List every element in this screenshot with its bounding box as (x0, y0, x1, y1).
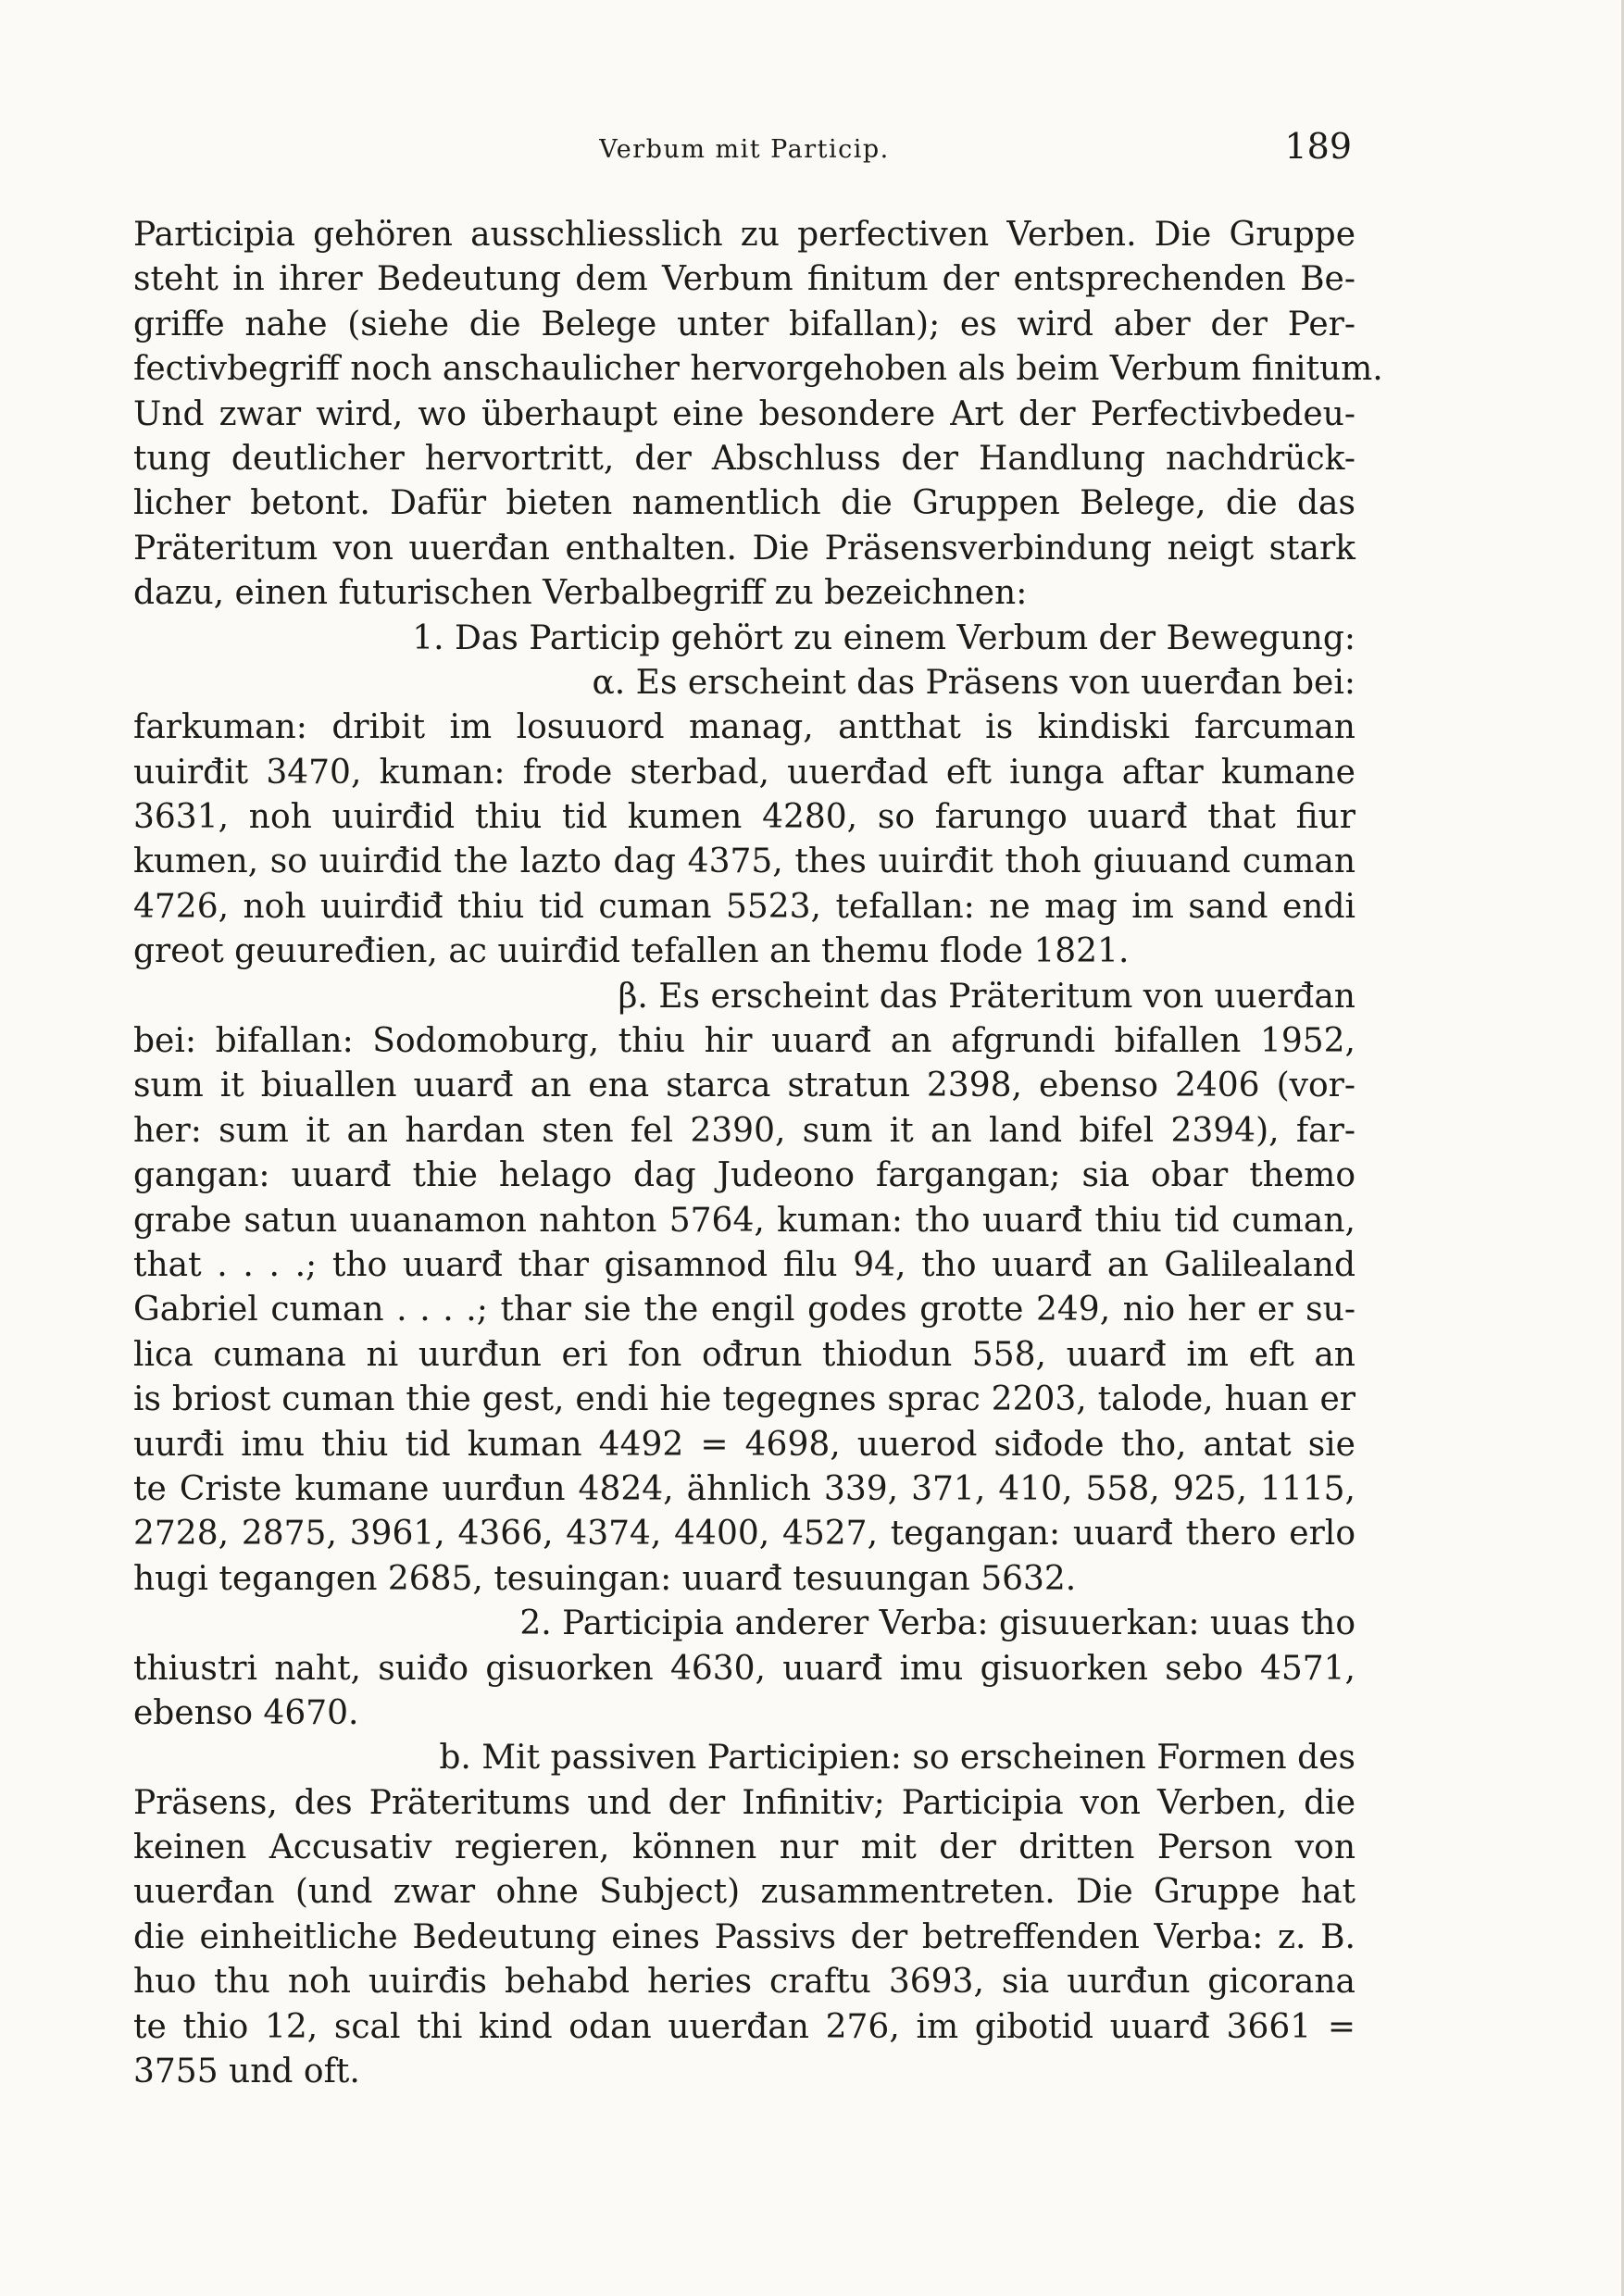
text-line: steht in ihrer Bedeutung dem Verbum finitum der entsprechenden Be- (133, 260, 1355, 299)
text-line: is briost cuman thie gest, endi hie tegegnes sprac 2203, talode, huan er (133, 1380, 1355, 1419)
text-line: sum it biuallen uuarđ an ena starca stratun 2398, ebenso 2406 (vor- (133, 1067, 1355, 1105)
text-line: her: sum it an hardan sten fel 2390, sum it an land bifel 2394), far- (133, 1111, 1355, 1150)
text-line: thiustri naht, suiđo gisuorken 4630, uuarđ imu gisuorken sebo 4571, (133, 1649, 1355, 1688)
text-line: Participia gehören ausschliesslich zu perfectiven Verben. Die Gruppe (133, 216, 1355, 254)
text-line: 2728, 2875, 3961, 4366, 4374, 4400, 4527, tegangan: uuarđ thero erlo (133, 1515, 1355, 1554)
text-line: huo thu noh uuirđis behabd heries craftu 3693, sia uurđun gicorana (133, 1963, 1355, 2002)
text-line: dazu, einen futurischen Verbalbegriff zu bezeichnen: (133, 574, 1028, 613)
section-heading-2: 2. Participia anderer Verba: gisuuerkan: uuas tho (519, 1604, 1355, 1643)
text-line: uurđi imu thiu tid kuman 4492 = 4698, uuerod siđode tho, antat sie (133, 1425, 1355, 1464)
section-heading-b: b. Mit passiven Participien: so erscheinen Formen des (439, 1739, 1355, 1778)
text-line: te thio 12, scal thi kind odan uuerđan 276, im gibotid uuarđ 3661 = (133, 2007, 1355, 2046)
subsection-heading-beta: β. Es erscheint das Präteritum von uuerđan (618, 977, 1355, 1016)
text-line: kumen, so uuirđid the lazto dag 4375, thes uuirđit thoh giuuand cuman (133, 842, 1355, 881)
text-line: die einheitliche Bedeutung eines Passivs der betreffenden Verba: z. B. (133, 1917, 1355, 1956)
text-line: lica cumana ni uurđun eri fon ođrun thiodun 558, uuarđ im eft an (133, 1335, 1355, 1374)
text-line: bei: bifallan: Sodomoburg, thiu hir uuarđ an afgrundi bifallen 1952, (133, 1022, 1355, 1061)
text-line: that . . . .; tho uuarđ thar gisamnod filu 94, tho uuarđ an Galilealand (133, 1245, 1355, 1284)
text-line: farkuman: dribit im losuuord manag, antthat is kindiski farcuman (133, 708, 1355, 747)
running-title: Verbum mit Particip. (599, 135, 890, 164)
text-line: Präteritum von uuerđan enthalten. Die Präsensverbindung neigt stark (133, 529, 1355, 568)
text-line: hugi tegangen 2685, tesuingan: uuarđ tesuungan 5632. (133, 1559, 1077, 1598)
text-line: greot geuuređien, ac uuirđid tefallen an themu flode 1821. (133, 932, 1130, 971)
text-line: te Criste kumane uurđun 4824, ähnlich 339, 371, 410, 558, 925, 1115, (133, 1469, 1355, 1508)
body-text (133, 213, 1383, 2094)
text-line: uuirđit 3470, kuman: frode sterbad, uuerđad eft iunga aftar kumane (133, 753, 1355, 792)
text-line: 3631, noh uuirđid thiu tid kumen 4280, so farungo uuarđ that fiur (133, 798, 1355, 837)
subsection-heading-alpha: α. Es erscheint das Präsens von uuerđan bei: (592, 663, 1355, 702)
text-line: keinen Accusativ regieren, können nur mit der dritten Person von (133, 1828, 1355, 1867)
text-line: licher betont. Dafür bieten namentlich die Gruppen Belege, die das (133, 484, 1355, 523)
text-line: uuerđan (und zwar ohne Subject) zusammentreten. Die Gruppe hat (133, 1873, 1355, 1912)
text-line: grabe satun uuanamon nahton 5764, kuman: tho uuarđ thiu tid cuman, (133, 1201, 1355, 1240)
page-number: 189 (1284, 126, 1352, 167)
page-header (133, 120, 1355, 176)
text-line: 4726, noh uuirđiđ thiu tid cuman 5523, tefallan: ne mag im sand endi (133, 887, 1355, 926)
book-page (133, 120, 1383, 2094)
text-line: Gabriel cuman . . . .; thar sie the engil godes grotte 249, nio her er su- (133, 1291, 1355, 1329)
text-line: griffe nahe (siehe die Belege unter bifallan); es wird aber der Per- (133, 305, 1355, 343)
text-line: Und zwar wird, wo überhaupt eine besondere Art der Perfectivbedeu- (133, 394, 1355, 433)
text-line: fectivbegriff noch anschaulicher hervorgehoben als beim Verbum finitum. (133, 350, 1383, 389)
text-line: Präsens, des Präteritums und der Infinitiv; Participia von Verben, die (133, 1783, 1355, 1822)
section-heading-1: 1. Das Particip gehört zu einem Verbum der Bewegung: (412, 618, 1355, 657)
text-line: tung deutlicher hervortritt, der Abschluss der Handlung nachdrück- (133, 439, 1355, 478)
text-line: gangan: uuarđ thie helago dag Judeono fargangan; sia obar themo (133, 1156, 1355, 1195)
text-line: ebenso 4670. (133, 1693, 359, 1732)
text-line: 3755 und oft. (133, 2053, 360, 2091)
